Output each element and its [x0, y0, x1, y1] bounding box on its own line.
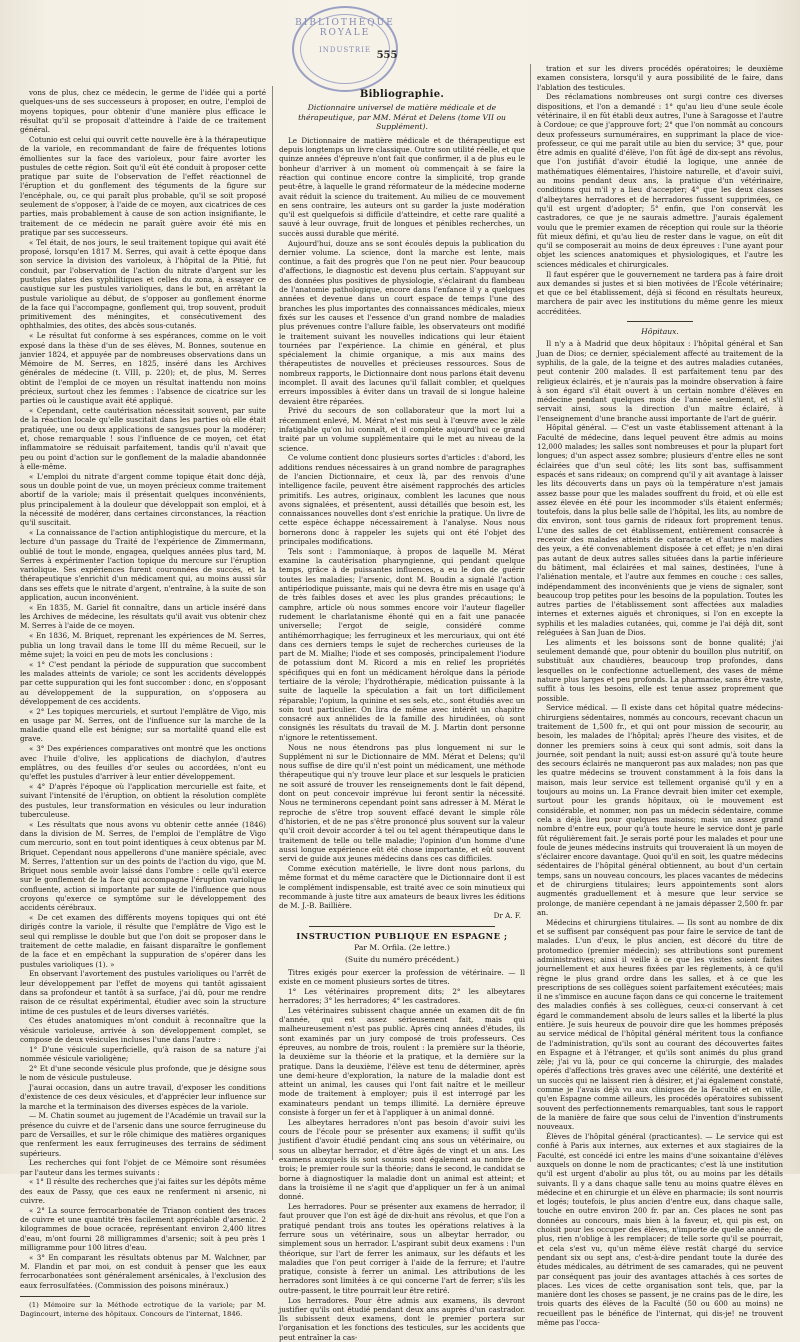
- book-title: Dictionnaire universel de matière médicale et de thérapeutique,: [298, 103, 497, 122]
- paragraph: « Tel était, de nos jours, le seul traitement topique qui avait été proposé, lorsqu'en 1817 M. Serres, qui avait à cette époque dans son service la division des varioleux, à l'hôpital de la Pitié, fut conduit, par l'observation de l'action du nitrate d'argent sur les pustules plates des syphilitiques et celles du zona, à essayer ce caustique sur les pustules varioliques, dans le but, en arrêtant la pustule variolique au début, de s'opposer au gonflement énorme de la face qui l'accompagne, gonflement qui, trop souvent, produit primitivement des méningites, et consécutivement des ophthalmies, des otites, des abcès sous-cutanés.: [20, 237, 266, 331]
- page-number: 555: [376, 50, 398, 61]
- paragraph: Médecins et chirurgiens titulaires. — Ils sont au nombre de dix et se suffisent par conséquent pas pour faire le service de tant de malades. L'un d'eux, le plus ancien, est décoré du titre de protomedico (premier médecin); ses attributions sont purement administratives; ainsi il veille à ce que les visites soient faites journellement et aux heures fixées par les règlements, à ce qu'il règne le plus grand ordre dans les salles, et à ce que les prescriptions de ses collègues soient parfaitement exécutées; mais il ne s'immisce en aucune façon dans ce qui concerne le traitement des maladies confiés à ses collègues, ceux-ci conservant à cet égard le commandement absolu de leurs salles et la liberté la plus entière. Je suis heureux de pouvoir dire que les hommes préposés au service médical de l'hôpital général méritent tous la confiance de l'administration, qu'ils sont au courant des découvertes faites en Espagne et à l'étranger, et qu'ils sont animés du plus grand zèle; j'ai vu là, pour ce qui concerne la chirurgie, des malades opérés d'affections très graves avec une célérité, une dextérité et un succès qui ne laissent rien à désirer, et j'ai également constaté, comme je l'avais déjà vu aux cliniques de la Faculté et en ville, qu'en Espagne comme ailleurs, les procédés opératoires subissent souvent des perfectionnements remarquables, tant sous le rapport de la manière de faire que sous celui de l'invention d'instruments nouveaux.: [537, 917, 783, 1132]
- paragraph: Hôpital général. — C'est un vaste établissement attenant à la Faculté de médecine, dans lequel peuvent être admis au moins 12,000 malades; les salles sont nombreuses et pour la plupart fort longues; d'un aspect assez sombre; plusieurs d'entre elles ne sont éclairées que d'un seul côté; les lits sont bas, suffisamment espacés et sans rideaux; on comprend qu'il y ait avantage à laisser les lits découverts dans un pays où la température n'est jamais assez basse pour que les malades souffrent du froid, et où elle est assez élevée en été pour les incommoder s'ils étaient enfermés; toutefois, dans la plus belle salle de l'hôpital, les lits, au nombre de dix environ, sont tous garnis de rideaux fort proprement tenus. L'une des salles de cet établissement, entièrement consacrée à recevoir des malades atteints de cataracte et d'autres maladies des yeux, a été convenablement disposée à cet effet; je n'en dirai pas autant de deux autres salles situées dans la partie inférieure du bâtiment, mal éclairées et mal saines, destinées, l'une à l'aliénation mentale, et l'autre aux femmes en couche : ces salles, indépendamment des inconvénients que je viens de signaler, sont beaucoup trop petites pour les besoins de la population. Toutes les autres parties de l'établissement sont affectées aux maladies internes et externes aiguës et chroniques, si l'on en excepte la syphilis et les maladies cutanées, qui, comme je l'ai déjà dit, sont reléguées à San Juan de Dios.: [537, 423, 783, 638]
- paragraph: « 2° La source ferrocarbonatée de Trianon contient des traces de cuivre et une quantité très facilement appréciable d'arsenic. 2 kilogrammes de boue ocracée, représentant environ 2,400 litres d'eau, m'ont fourni 28 milligrammes d'arsenic; soit à peu près 1 milligramme pour 100 litres d'eau.: [20, 1205, 266, 1253]
- paragraph: Los herradores. Pour être admis aux examens, ils devront justifier qu'ils ont étudié pendant deux ans auprès d'un castrador. Ils subissent deux examens, dont le premier portera sur l'organisation et les fonctions des testicules, sur les accidents que peut entraîner la cas-: [279, 1295, 525, 1342]
- paragraph: Le Dictionnaire de matière médicale et de thérapeutique est depuis longtemps un livre classique. Outre son utilité réelle, et que quinze années d'épreuve n'ont fait que confirmer, il a de plus eu le bonheur d'arriver à un moment où commençait à se faire la réaction qui continue encore contre la simplicité, trop grande peut-être, à laquelle le grand réformateur de la médecine moderne avait réduit la science du traitement. Au milieu de ce mouvement en sens contraire, les auteurs ont su garder la juste modération qu'il est quelquefois si difficile d'atteindre, et cette rare qualité a sauvé à leur ouvrage, fruit de longues et pénibles recherches, un succès aussi durable que mérité.: [279, 135, 525, 238]
- paragraph: — M. Chatin soumet au jugement de l'Académie un travail sur la présence du cuivre et de l'arsenic dans une source ferrugineuse du parc de Versailles, et sur le rôle chimique des matières organiques que renferment les eaux ferrugineuses des terrains de sédiment supérieurs.: [20, 1111, 266, 1158]
- paragraph: 1° D'une vésicule superficielle, qu'à raison de sa nature j'ai nommée vésicule varioligène;: [20, 1044, 266, 1064]
- paragraph: « 1° C'est pendant la période de suppuration que succombent les malades atteints de variole; ce sont les accidents développés par cette suppuration qui les font succomber : donc, en s'opposant au développement de la suppuration, on s'opposera au développement de ces accidents.: [20, 659, 266, 706]
- footnote: (1) Mémoire sur la Méthode ectrotique de la variole; par M. Dagincourt, interne des hôpitaux. Concours de l'internat, 1846.: [20, 1301, 266, 1318]
- paragraph: « 3° En comparant les résultats obtenus par M. Walchner, par M. Flandin et par moi, on est conduit à penser que les eaux ferrocarbonatées sont généralement arsénicales, à l'exclusion des eaux ferrosulfatées. (Commission des poisons minéraux.): [20, 1252, 266, 1290]
- hopitaux-text: [537, 339, 783, 1327]
- paragraph: Les herradores. Pour se présenter aux examens de herrador, il faut prouver que l'on est âgé de dix-huit ans révolus, et que l'on a pratiqué pendant trois ans toutes les opérations relatives à la ferrure sous un vétérinaire, sous un albeytar herrador, ou simplement sous un herrador. L'aspirant subit deux examens : l'un théorique, sur l'art de ferrer les animaux, sur les défauts et les maladies que l'on peut corriger à l'aide de la ferrure; et l'autre pratique, consiste à ferrer un animal. Les attributions de les herradores sont limitées à ce qui concerne l'art de ferrer; s'ils les outre-passent, le titre pourrait leur être retiré.: [279, 1202, 525, 1295]
- paragraph: Ce volume contient donc plusieurs sortes d'articles : d'abord, les additions rendues nécessaires à un grand nombre de paragraphes de l'ancien Dictionnaire, et ceux là, par des renvois d'une intelligence facile, peuvent être aisément rapprochés des articles primitifs. Les autres, originaux, comblent les lacunes que nous avons signalées, et présentent, aussi détaillés que besoin est, les connaissances nouvelles dont s'est enrichie la pratique. Un livre de cette espèce échappe nécessairement à l'analyse. Nous nous bornerons donc à rappeler les sujets qui ont été l'objet des principales modifications.: [279, 453, 525, 547]
- paragraph: tration et sur les divers procédés opératoires; le deuxième examen consistera, lorsqu'il y aura possibilité de le faire, dans l'ablation des testicules.: [537, 64, 783, 92]
- paragraph: Titres exigés pour exercer la profession de vétérinaire. — Il existe en ce moment plusieurs sortes de titres.: [279, 967, 525, 986]
- paragraph: « En 1836, M. Briquet, reprenant les expériences de M. Serres, publia un long travail dans le tome III du même Recueil, sur le même sujet; la voici en peu de mots les conclusions :: [20, 631, 266, 659]
- paragraph: « La connaissance de l'action antiphlogistique du mercure, et la lecture d'un passage du Traité de l'expérience de Zimmermann, oublié de tout le monde, engagea, quelques années plus tard, M. Serres à expérimenter l'action topique du mercure sur l'éruption variolique. Ses expériences furent couronnées de succès, et la thérapeutique s'enrichit d'un médicament qui, au moins aussi sûr dans ses effets que le nitrate d'argent, n'entraîne, à la suite de son application, aucun inconvénient.: [20, 527, 266, 603]
- footnote-rule: [20, 1296, 90, 1297]
- library-stamp: [292, 6, 398, 92]
- paragraph: Les aliments et les boissons sont de bonne qualité; j'ai seulement demandé que, pour obtenir du bouillon plus nutritif, on substituât aux chaudières, beaucoup trop profondes, dans lesquelles on le confectionne actuellement, des vases de même nature plus larges et peu profonds. La pharmacie, sans être vaste, suffit à tous les besoins, elle est tenue assez proprement que possible.: [537, 637, 783, 703]
- paragraph: Service médical. — Il existe dans cet hôpital quatre médecins-chirurgiens sédentaires, nommés au concours, recevant chacun un traitement de 1,500 fr., et qui ont pour mission de secourir, au besoin, les malades de l'hôpital; après l'heure des visites, et de donner les premiers soins à ceux qui sont admis, soit dans la journée, soit pendant la nuit; aussi est-on assuré qu'à toute heure des secours éclairés ne manqueront pas aux malades; non pas que les quatre médecins se trouvent constamment à la fois dans la maison, mais leur service est tellement organisé qu'il y en a toujours au moins un. La France devrait bien imiter cet exemple, surtout pour les grands hôpitaux, où le mouvement est considérable, et nommer, non pas un médecin sédentaire, comme cela a déjà lieu pour quelques maisons; mais un assez grand nombre d'entre eux, pour qu'à toute heure le service dont je parle fût régulièrement fait. Je serais porté pour les malades et pour une foule de jeunes médecins instruits qui trouveraient là un moyen de s'éclairer encore davantage. Quoi qu'il en soit, les quatre médecins sédentaires de l'hôpital général obtiennent, au bout d'un certain temps, sans un nouveau concours, les places vacantes de médecins et de chirurgiens titulaires; leurs appointements sont alors augmentés graduellement et à mesure que leur service se prolonge, de manière cependant à ne jamais dépasser 2,500 fr. par an.: [537, 703, 783, 917]
- stamp-text-top: BIBLIOTHÈQUE ROYALE: [295, 18, 395, 38]
- book-reference: [279, 103, 525, 132]
- paragraph: « 4° D'après l'époque où l'application mercurielle est faite, et suivant l'intensité de l'éruption, on obtient la résolution complète des pustules, leur transformation en vésicules ou leur induration tuberculeuse.: [20, 781, 266, 819]
- column-1: [20, 88, 266, 1318]
- article-author: Par M. Orfila. (2e lettre.): [354, 943, 450, 953]
- paragraph: Les recherches qui font l'objet de ce Mémoire sont résumées par l'auteur dans les termes suivants :: [20, 1158, 266, 1177]
- paragraph: Comme exécution matérielle, le livre dont nous parlons, du même format et du même caractère que le Dictionnaire dont il est le complément indispensable, est traité avec ce soin minutieux qui recommande à juste titre aux amateurs de beaux livres les éditions de M. J.-B. Baillière.: [279, 863, 525, 911]
- section-title-hopitaux: Hôpitaux.: [641, 327, 679, 337]
- paragraph: « Cependant, cette cautérisation nécessitait souvent, par suite de la réaction locale qu'elle suscitait dans les parties où elle était pratiquée, une ou deux applications de sangsues pour la modérer; et, chose remarquable ! sous l'influence de ce moyen, cet état inflammatoire se réduisait parfaitement, tandis qu'il n'avait que peu ou point d'action sur le gonflement de la maladie abandonnée à elle-même.: [20, 406, 266, 471]
- paragraph: « De cet examen des différents moyens topiques qui ont été dirigés contre la variole, il résulte que l'emplâtre de Vigo est le seul qui remplisse le double but que l'on doit se proposer dans le traitement de cette maladie, en faisant disparaître le gonflement de la face et en empêchant la suppuration de s'opérer dans les pustules varioliques (1). »: [20, 913, 266, 969]
- paragraph: « L'emploi du nitrate d'argent comme topique était donc déjà, sous un double point de vue, un moyen précieux comme traitement abortif de la variole; mais il présentait quelques inconvénients, plus principalement à la douleur que développait son emploi, et à la nécessité de modérer, dans certaines circonstances, la réaction qu'il suscitait.: [20, 471, 266, 528]
- paragraph: Des réclamations nombreuses ont surgi contre ces diverses dispositions, et l'on a demandé : 1° qu'au lieu d'une seule école vétérinaire, il en fût établi deux autres, l'une à Saragosse et l'autre à Cordoue; ce que j'approuve fort; 2° que l'on nommât au concours deux professeurs surnuméraires, en supprimant la place de vice-professeur, ce qui me paraît utile au bien du service; 3° que, pour être admis en qualité d'élève, l'on fût âgé de dix-sept ans révolus, que l'on justifiât d'avoir étudié la logique, une année de mathématiques élémentaires, l'histoire naturelle, et d'avoir suivi, au moins pendant deux ans, la pratique d'un vétérinaire, conditions qui m'il y a lieu d'accepter; 4° que les deux classes d'albeytares herradores et de herradores fussent supprimées, ce qu'il est urgent d'adopter; 5° enfin, que l'on conservât les castradores, ce que je ne saurais admettre. J'aurais également voulu que le premier examen de réception qui roule sur la théorie fût mieux défini, et qu'au lieu de rester dans le vague, on eût dit qu'il se composerait au moins de deux épreuves : l'une ayant pour objet les sciences anatomiques et physiologiques, et l'autre les sciences médicales et chirurgicales.: [537, 92, 783, 269]
- paragraph: Il n'y a à Madrid que deux hôpitaux : l'hôpital général et San Juan de Dios; ce dernier, spécialement affecté au traitement de la syphilis, de la gale, de la teigne et des autres maladies cutanées, peut contenir 200 malades. Il est parfaitement tenu par des religieux éclairés, et je n'aurais pas la moindre observation à faire à son égard s'il était ouvert à un certain nombre d'élèves en médecine pendant quelques mois de l'année seulement, et s'il servait ainsi, sous la direction d'un maître éclairé, à l'enseignement d'une branche aussi importante de l'art de guérir.: [537, 339, 783, 423]
- paragraph: 2° Et d'une seconde vésicule plus profonde, que je désigne sous le nom de vésicule pustuleuse.: [20, 1063, 266, 1083]
- stamp-text-bottom: INDUSTRIE: [318, 46, 371, 54]
- column-3: [537, 64, 783, 1327]
- paragraph: « Le résultat fut conforme à ses espérances, comme on le voit exposé dans la thèse d'un de ses élèves, M. Bonnes, soutenue en janvier 1824, et appuyée par de nombreuses observations dans un Mémoire de M. Serres, en 1825, inséré dans les Archives générales de médecine (t. VIII, p. 220); et, de plus, M. Serres obtint de l'emploi de ce moyen un résultat inattendu non moins précieux, surtout chez les femmes : l'absence de cicatrice sur les parties où le caustique avait été appliqué.: [20, 331, 266, 406]
- book-authors: par MM. Mérat et Delens (tome VII ou Supplément).: [357, 112, 506, 132]
- paragraph: Nous ne nous étendrons pas plus longuement ni sur le Supplément ni sur le Dictionnaire de MM. Mérat et Delens; qu'il nous suffise de dire qu'il n'est point un médicament, une méthode thérapeutique qui n'y trouve leur place et sur lesquels le praticien ne soit assuré de trouver les renseignements dont le fait dépend, dont on peut concevoir imprévue lui feront sentir la nécessité. Nous ne terminerons cependant point sans adresser à M. Mérat le reproche de s'être trop souvent effacé devant le simple rôle d'historien, et de ne pas s'être prononcé plus souvent sur la valeur qu'il croit devoir accorder à tel ou tel agent thérapeutique dans le traitement de telle ou telle maladie; l'opinion d'un homme d'une aussi longue expérience eût été chose importante, et eût souvent servi de guide aux jeunes médecins dans ces cas difficiles.: [279, 742, 525, 864]
- paragraph: Privé du secours de son collaborateur que la mort lui a récemment enlevé, M. Mérat n'est mis seul à l'œuvre avec le zèle infatigable qu'on lui connaît, et il complète aujourd'hui ce grand traité par un volume supplémentaire qui le met au niveau de la science.: [279, 406, 525, 453]
- column-1-text: [20, 88, 266, 1290]
- paragraph: « En 1835, M. Gariel fit connaître, dans un article inséré dans les Archives de médecine, les résultats qu'il avait vus obtenir chez M. Serres à l'aide de ce moyen.: [20, 602, 266, 631]
- paragraph: Il faut espérer que le gouvernement ne tardera pas à faire droit aux demandes si justes et si bien motivées de l'École vétérinaire; et que ce bel établissement, déjà si fécond en résultats heureux, marchera de pair avec les institutions du même genre les mieux accréditées.: [537, 269, 783, 316]
- paragraph: Les vétérinaires subissent chaque année un examen dit de fin d'année, qui est assez sérieusement fait, mais qui malheureusement n'est pas public. Après cinq années d'études, ils sont examinés par un jury composé de trois professeurs. Ces épreuves, au nombre de trois, roulent : la première sur la théorie, la deuxième sur la théorie et la pratique, et la dernière sur la pratique. Dans la deuxième, l'élève est tenu de déterminer, après une demi-heure d'exploration, la nature de la maladie dont est atteint un animal, les causes qui l'ont fait naître et le meilleur mode de traitement à employer; puis il est interrogé par les examinateurs pendant un temps illimité. La dernière épreuve consiste à forger un fer et à l'appliquer à un animal donné.: [279, 1005, 525, 1118]
- paragraph: Aujourd'hui, douze ans se sont écoulés depuis la publication du dernier volume. La science, dont la marche est lente, mais continue, a fait des progrès que l'on ne peut nier. Pour beaucoup d'affections, le diagnostic est devenu plus certain. S'appuyant sur des données plus positives de physiologie, s'éclairant du flambeau de l'anatomie pathologique, encore dans l'enfance il y a quelques années et devenue dans un court espace de temps l'une des branches les plus importantes des connaissances médicales, mieux fixés sur les causes et l'essence d'un grand nombre de maladies plus prévenues contre l'allure faible, les observateurs ont modifié le traitement suivant les nouvelles indications qui leur étaient tournées par l'expérience. La chimie en général, et plus spécialement la chimie organique, a mis aux mains des thérapeutistes de nouvelles et précieuses ressources. Sous de nombreux rapports, le Dictionnaire dont nous parlons était devenu incomplet. Il avait des lacunes qu'il fallait combler, et quelques erreurs impossibles à éviter dans un travail de si longue haleine devaient être réparées.: [279, 238, 525, 406]
- article-continued: (Suite du numéro précédent.): [344, 955, 460, 965]
- column-2: [279, 86, 525, 1342]
- paragraph: « Les résultats que nous avons vu obtenir cette année (1846) dans la division de M. Serres, de l'emploi de l'emplâtre de Vigo cum mercurio, sont en tout point identiques à ceux obtenus par M. Briquet. Cependant nous appellerons d'une manière spéciale, avec M. Serres, l'attention sur un des points de l'action du vigo, que M. Briquet nous semble avoir laissé dans l'ombre : celle qu'il exerce sur le gonflement de la face qui accompagne l'éruption variolique confluente, action si importante par suite de l'influence que nous croyons qu'exerce ce symptôme sur le développement des accidents cérébraux.: [20, 819, 266, 913]
- paragraph: 1° Les vétérinaires proprement dits; 2° les albeytares herradores; 3° les herradores; 4° les castradores.: [279, 986, 525, 1005]
- paragraph: « 2° Les topiques mercuriels, et surtout l'emplâtre de Vigo, mis en usage par M. Serres, ont de l'influence sur la marche de la maladie quand elle est bénigne; sur sa mortalité quand elle est grave.: [20, 706, 266, 744]
- section-title-instruction: INSTRUCTION PUBLIQUE EN ESPAGNE ;: [296, 930, 508, 941]
- column-divider: [272, 86, 273, 1160]
- paragraph: Ces études anatomiques m'ont conduit à reconnaître que la vésicule varioleuse, arrivée à son développement complet, se compose de deux vésicules incluses l'une dans l'autre :: [20, 1016, 266, 1044]
- bibliographie-text: [279, 136, 525, 911]
- paragraph: Les albeytares herradores n'ont pas besoin d'avoir suivi les cours de l'école pour se présenter aux examens; il suffit qu'ils justifient d'avoir étudié pendant cinq ans sous un vétérinaire, ou sous un albeytar herrador, et d'être âgés de vingt et un ans. Les examens auxquels ils sont soumis sont également au nombre de trois; le premier roule sur la théorie; dans le second, le candidat se borne à diagnostiquer la maladie dont un animal est atteint; et dans la troisième il ne s'agit que d'appliquer un fer à un animal donné.: [279, 1117, 525, 1202]
- paragraph: En observant l'avortement des pustules varioliques ou l'arrêt de leur développement par l'effet de moyens qui tantôt agissaient dans sa profondeur et tantôt à sa surface, j'ai dû, pour me rendre raison de ce résultat expérimental, étudier avec soin la structure intime de ces pustules et de leurs diverses variétés.: [20, 969, 266, 1016]
- paragraph: J'aurai occasion, dans un autre travail, d'exposer les conditions d'existence de ces deux vésicules, et d'apprécier leur influence sur la marche et la terminaison des diverses espèces de la variole.: [20, 1082, 266, 1111]
- instruction-text: [279, 968, 525, 1342]
- section-title-bibliographie: Bibliographie.: [359, 89, 445, 100]
- column-3-text: [537, 64, 783, 316]
- paragraph: Tels sont : l'ammoniaque, à propos de laquelle M. Mérat examine la cautérisation pharyngienne, qui pendant quelque temps, grâce à de puissantes influences, a eu le don de guérir toutes les maladies; l'arsenic, dont M. Boudin a signalé l'action antipériodique puissante, mais qui ne devra être mis en usage qu'à de très faibles doses et avec les plus grandes précautions; le camphre, article où nous sommes encore voir l'auteur flageller rudement le charlatanisme éhonté qui en a fait une panacée universelle; l'ergot de seigle, considéré comme antihémorrhagique; les ferrugineux et les mercuriaux, qui ont été dans ces derniers temps le sujet de recherches curieuses de la part de M. Mialhe; l'iode et ses composés, principalement l'iodure de potassium dont M. Ricord a mis en relief les propriétés spécifiques qui en font un médicament héroïque dans la période tertiaire de la vérole; l'hydrothérapie, médication puissante à la suite de laquelle la spéculation a fait un tort difficilement réparable; l'opium, la quinine et ses sels, etc., sont étudiés avec un soin tout particulier. On lira de même avec intérêt un chapitre consacré aux annélides de la famille des hirudinées, où sont consignés les résultats du travail de M. J. Martin dont personne n'ignore le retentissement.: [279, 546, 525, 742]
- paragraph: Élèves de l'hôpital général (practicantes). — Le service qui est confié à Paris aux internes, aux externes et aux stagiaires de la Faculté, est concédé ici entre les mains d'une soixantaine d'élèves auxquels on donne le nom de practicantes; c'est là une institution qu'il est urgent d'abolir au plus tôt, ou au moins par les détails suivants. Il y a dans chaque salle tenu au moins quatre élèves en médecine et en chirurgie et un élève en pharmacie; ils sont nourris et logés; toutefois, le plus ancien d'entre eux, dans chaque salle, touche en outre environ 200 fr. par an. Ces places ne sont pas données au concours, mais bien à la faveur, et, qui pis est, on choisit pour les occuper des élèves, n'importe de quelle année; de plus, rien n'oblige à les remplacer; de telle sorte qu'il se pourrait, et cela s'est vu, qu'un même élève restât chargé du service pendant six ou sept ans, c'est-à-dire pendant toute la durée des études médicales, au détriment de ses camarades, qui ne peuvent par conséquent pas jouir des avantages attachés à ces sortes de places. Les vices de cette organisation sont tels, que, par la manière dont les choses se passent, je ne crains pas de le dire, les trois quarts des élèves de la Faculté (50 ou 600 au moins) ne recueillent pas le bénéfice de l'internat, qui dis-je! ne trouvent même pas l'occa-: [537, 1132, 783, 1327]
- paragraph: « 1° Il résulte des recherches que j'ai faites sur les dépôts même des eaux de Passy, que ces eaux ne renferment ni arsenic, ni cuivre.: [20, 1177, 266, 1206]
- paragraph: vons de plus, chez ce médecin, le germe de l'idée qui a porté quelques-uns de ses successeurs à proposer, en outre, l'emploi de moyens topiques, pour obtenir d'une manière plus efficace le résultat qu'il se proposait d'atteindre à l'aide de ce traitement général.: [20, 88, 266, 135]
- section-rule: [627, 321, 693, 322]
- paragraph: Cotunio est celui qui ouvrit cette nouvelle ère à la thérapeutique de la variole, en recommandant de faire de fréquentes lotions émollientes sur la face des varioleux, pour faire avorter les pustules de cette région. Soit qu'il eût été conduit à proposer cette pratique par suite de l'observation de l'effet réactionnel de l'éruption et du gonflement des téguments de la figure sur l'encéphale, ou, ce qui paraît plus probable, qu'il se soit proposé seulement de s'opposer, à l'aide de ce moyen, aux cicatrices de ces parties, mais probablement à cause de son action insignifiante, le traitement de ce médecin ne paraît guère avoir été mis en pratique par ses successeurs.: [20, 134, 266, 237]
- column-divider: [530, 64, 531, 1162]
- section-rule: [309, 926, 495, 927]
- paragraph: « 3° Des expériences comparatives ont montré que les onctions avec l'huile d'olive, les applications de diachylon, d'autres emplâtres, ou des feuilles d'or seules ou accordées, n'ont eu qu'effet les pustules d'arriver à leur entier développement.: [20, 744, 266, 782]
- signature: Dr A. F.: [493, 911, 521, 921]
